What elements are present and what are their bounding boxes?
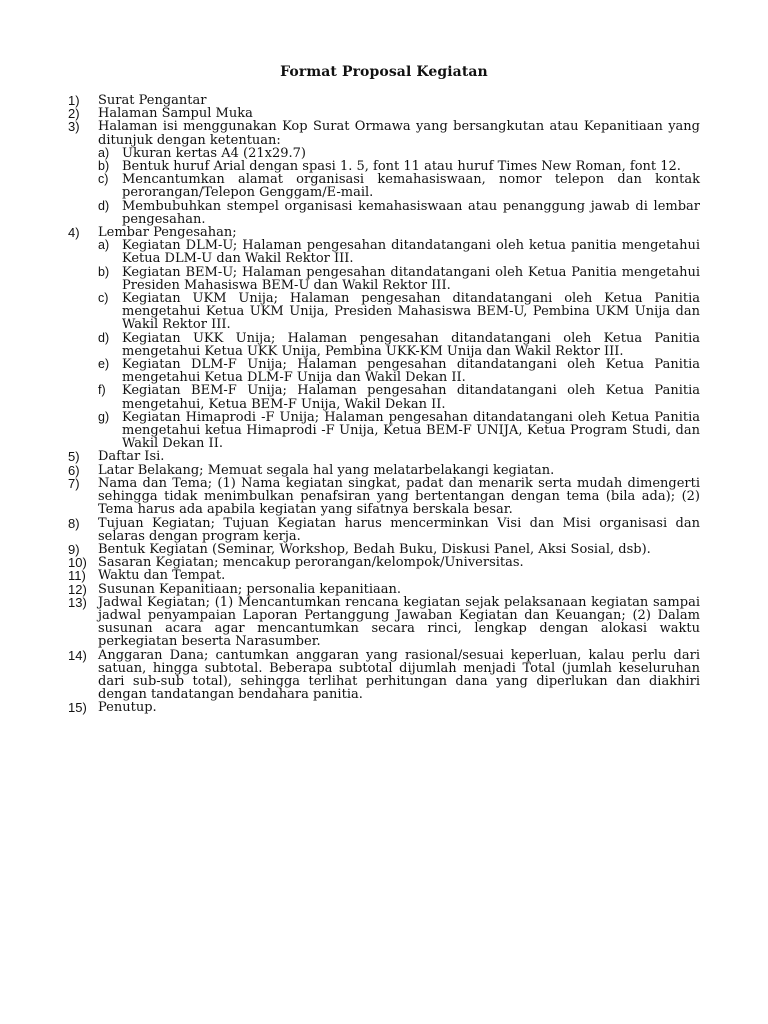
list-item-number: 3) xyxy=(68,119,80,135)
list-item-text: Lembar Pengesahan; xyxy=(98,225,237,241)
sub-list-item xyxy=(98,173,700,199)
sub-list-item-letter: f) xyxy=(98,383,106,398)
sub-list-item xyxy=(98,292,700,332)
list-item-number: 9) xyxy=(68,541,80,557)
sub-list-item-text: Mencantumkan alamat organisasi kemahasiswaan, nomor telepon dan kontak perorangan/Telepon Genggam/E-mail. xyxy=(122,172,700,201)
list-item-number: 12) xyxy=(68,581,87,597)
list-item xyxy=(68,517,700,543)
list-item-number: 2) xyxy=(68,106,80,122)
list-item-number: 5) xyxy=(68,449,80,465)
list-item-text: Jadwal Kegiatan; (1) Mencantumkan rencana kegiatan sejak pelaksanaan kegiatan sampai jadwal penyampaian Laporan Pertanggung Jawaban Kegiatan dan Keuangan; (2) Dalam susunan acara agar mencantumkan secara rinci, lengkap dengan alokasi waktu perkegiatan beserta Narasumber. xyxy=(98,594,700,650)
list-item-number: 6) xyxy=(68,462,80,478)
list-item xyxy=(68,120,700,226)
list-item-text: Latar Belakang; Memuat segala hal yang melatarbelakangi kegiatan. xyxy=(98,462,555,478)
list-item xyxy=(68,649,700,702)
list-item-text: Sasaran Kegiatan; mencakup perorangan/kelompok/Universitas. xyxy=(98,555,524,571)
sub-list-item xyxy=(98,411,700,451)
sub-list-item-letter: b) xyxy=(98,264,110,279)
sub-list-item-text: Membubuhkan stempel organisasi kemahasiswaan atau penanggung jawab di lembar pengesahan. xyxy=(122,198,700,227)
list-item xyxy=(68,583,700,596)
sub-list-item-letter: a) xyxy=(98,238,110,253)
list-item-number: 7) xyxy=(68,475,80,491)
document-title: Format Proposal Kegiatan xyxy=(280,64,488,80)
list-item-text: Tujuan Kegiatan; Tujuan Kegiatan harus mencerminkan Visi dan Misi organisasi dan selaras dengan program kerja. xyxy=(98,515,700,544)
sub-list-item xyxy=(98,239,700,265)
sub-list-item-text: Ukuran kertas A4 (21x29.7) xyxy=(122,145,306,161)
list-item-number: 15) xyxy=(68,700,87,716)
list-item-text: Anggaran Dana; cantumkan anggaran yang rasional/sesuai keperluan, kalau perlu dari satuan, hingga subtotal. Beberapa subtotal dijumlah menjadi Total (jumlah keseluruhan dari sub-sub total), sehingga terlihat perhitungan dana yang diperlukan dan diakhiri dengan tandatangan bendahara panitia. xyxy=(98,647,700,703)
sub-list xyxy=(98,239,700,450)
sub-list-item-letter: d) xyxy=(98,330,110,345)
list-item xyxy=(68,464,700,477)
list-item-number: 13) xyxy=(68,594,87,610)
list-item-number: 4) xyxy=(68,225,80,241)
sub-list-item-text: Kegiatan DLM-U; Halaman pengesahan ditandatangani oleh ketua panitia mengetahui Ketua DLM-U dan Wakil Rektor III. xyxy=(122,238,700,267)
sub-list-item-text: Kegiatan UKK Unija; Halaman pengesahan ditandatangani oleh Ketua Panitia mengetahui Ketua UKK Unija, Pembina UKK-KM Unija dan Wakil Rektor III. xyxy=(122,330,700,359)
sub-list-item xyxy=(98,358,700,384)
list-item xyxy=(68,477,700,517)
sub-list-item-text: Bentuk huruf Arial dengan spasi 1. 5, font 11 atau huruf Times New Roman, font 12. xyxy=(122,159,681,175)
sub-list-item-text: Kegiatan UKM Unija; Halaman pengesahan ditandatangani oleh Ketua Panitia mengetahui Ketua UKM Unija, Presiden Mahasiswa BEM-U, Pembina UKM Unija dan Wakil Rektor III. xyxy=(122,291,700,333)
list-item xyxy=(68,701,700,714)
list-item-text: Susunan Kepanitiaan; personalia kepanitiaan. xyxy=(98,581,401,597)
list-item-number: 10) xyxy=(68,555,87,571)
sub-list-item-letter: d) xyxy=(98,198,110,213)
sub-list-item xyxy=(98,332,700,358)
sub-list-item-letter: g) xyxy=(98,409,110,424)
sub-list-item-text: Kegiatan BEM-F Unija; Halaman pengesahan ditandatangani oleh Ketua Panitia mengetahui, Ketua BEM-F Unija, Wakil Dekan II. xyxy=(122,383,700,412)
list-item-number: 14) xyxy=(68,647,87,663)
list-item-text: Surat Pengantar xyxy=(98,93,207,108)
sub-list-item-letter: c) xyxy=(98,172,109,187)
sub-list-item xyxy=(98,200,700,226)
sub-list-item-letter: e) xyxy=(98,357,110,372)
list-item-text: Daftar Isi. xyxy=(98,449,165,465)
sub-list-item-letter: b) xyxy=(98,159,110,174)
proposal-format-list xyxy=(68,94,700,715)
list-item-number: 11) xyxy=(68,568,86,584)
list-item-text: Nama dan Tema; (1) Nama kegiatan singkat, padat dan menarik serta mudah dimengerti sehingga tidak menimbulkan penafsiran yang bertentangan dengan tema (bila ada); (2) Tema harus ada apabila kegiatan yang sifatnya berskala besar. xyxy=(98,475,700,518)
list-item-number: 1) xyxy=(68,93,80,108)
sub-list-item-letter: a) xyxy=(98,145,110,160)
list-item-text: Bentuk Kegiatan (Seminar, Workshop, Bedah Buku, Diskusi Panel, Aksi Sosial, dsb). xyxy=(98,541,651,557)
list-item-number: 8) xyxy=(68,515,80,531)
sub-list-item-letter: c) xyxy=(98,291,109,306)
sub-list-item-text: Kegiatan BEM-U; Halaman pengesahan ditandatangani oleh Ketua Panitia mengetahui Presiden Mahasiswa BEM-U dan Wakil Rektor III. xyxy=(122,264,700,293)
list-item xyxy=(68,569,700,582)
list-item xyxy=(68,450,700,463)
list-item-text: Halaman Sampul Muka xyxy=(98,106,253,122)
sub-list xyxy=(98,147,700,226)
sub-list-item xyxy=(98,384,700,410)
list-item-text: Penutup. xyxy=(98,700,157,716)
sub-list-item-text: Kegiatan DLM-F Unija; Halaman pengesahan ditandatangani oleh Ketua Panitia mengetahui Ketua DLM-F Unija dan Wakil Dekan II. xyxy=(122,357,700,386)
list-item xyxy=(68,226,700,450)
list-item-text: Waktu dan Tempat. xyxy=(98,568,226,584)
list-item xyxy=(68,596,700,649)
sub-list-item-text: Kegiatan Himaprodi -F Unija; Halaman pengesahan ditandatangani oleh Ketua Panitia mengetahui ketua Himaprodi -F Unija, Ketua BEM-F UNIJA, Ketua Program Studi, dan Wakil Dekan II. xyxy=(122,409,700,452)
list-item-text: Halaman isi menggunakan Kop Surat Ormawa yang bersangkutan atau Kepanitiaan yang ditunjuk dengan ketentuan: xyxy=(98,119,700,148)
sub-list-item xyxy=(98,266,700,292)
